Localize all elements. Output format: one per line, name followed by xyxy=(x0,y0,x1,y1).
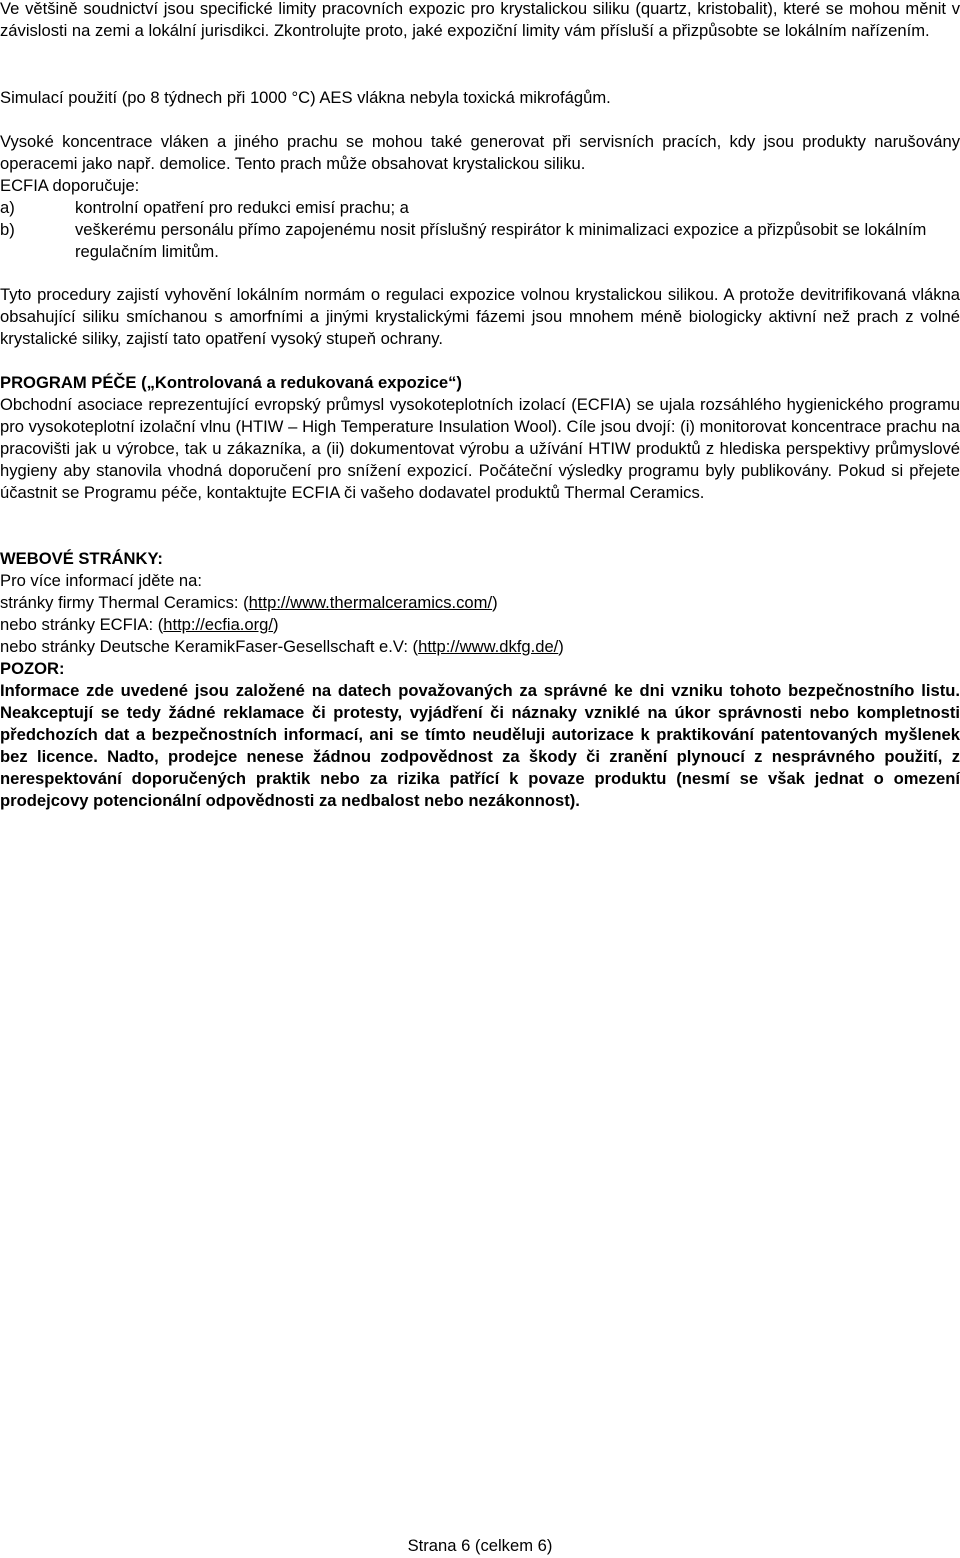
link-prefix: nebo stránky ECFIA: ( xyxy=(0,615,164,634)
page-footer: Strana 6 (celkem 6) xyxy=(407,1536,553,1555)
exposure-limits-text: Ve většině soudnictví jsou specifické limity pracovních expozic pro krystalickou siliku (quartz, kristobalit), které se mohou měnit v závislosti na zemi a lokální jurisdikci. Zkontrolujte proto, jaké expoziční limity vám přísluší a přizpůsobte se lokálním nařízením. xyxy=(0,0,960,40)
list-label: b) xyxy=(0,220,15,239)
intro-paragraph-servicing xyxy=(0,131,960,263)
web-link-dkfg xyxy=(0,636,960,658)
web-link-ecfia xyxy=(0,614,960,636)
web-section xyxy=(0,548,960,658)
web-heading: WEBOVÉ STRÁNKY: xyxy=(0,549,163,568)
recommendation-item-a xyxy=(0,197,960,219)
link-prefix: nebo stránky Deutsche KeramikFaser-Gesellschaft e.V: ( xyxy=(0,637,419,656)
thermal-ceramics-link[interactable]: http://www.thermalceramics.com/ xyxy=(248,593,493,612)
web-intro: Pro více informací jděte na: xyxy=(0,571,202,590)
list-text: kontrolní opatření pro redukci emisí prachu; a xyxy=(75,198,409,217)
link-suffix: ) xyxy=(558,637,564,656)
intro-paragraph-simulation xyxy=(0,87,960,109)
warning-section xyxy=(0,658,960,812)
servicing-text: Vysoké koncentrace vláken a jiného prachu se mohou také generovat při servisních pracích, kdy jsou produkty narušovány operacemi jako např. demolice. Tento prach může obsahovat krystalickou siliku. xyxy=(0,132,960,173)
simulation-text: Simulací použití (po 8 týdnech při 1000 °C) AES vlákna nebyla toxická mikrofágům. xyxy=(0,88,611,107)
link-suffix: ) xyxy=(492,593,498,612)
program-body: Obchodní asociace reprezentující evropský průmysl vysokoteplotních izolací (ECFIA) se ujala rozsáhlého hygienického programu pro vysokoteplotní izolační vlnu (HTIW – High Temperature Insulation Wool). Cíle jsou dvojí: (i) monitorovat koncentrace prachu na pracovišti jak u výrobce, tak u zákazníka, a (ii) dokumentovat výrobu a užívání HTIW produktů z hlediska perspektivy průmyslové hygieny aby stanovila vhodná doporučení pro snížení expozicí. Počáteční výsledky programu byly publikovány. Pokud si přejete účastnit se Programu péče, kontaktujte ECFIA či vašeho dodavatel produktů Thermal Ceramics. xyxy=(0,395,960,502)
recommendation-item-b xyxy=(0,219,960,263)
link-suffix: ) xyxy=(273,615,279,634)
web-link-thermal-ceramics xyxy=(0,592,960,614)
list-label: a) xyxy=(0,198,15,217)
dkfg-link[interactable]: http://www.dkfg.de/ xyxy=(418,637,559,656)
ecfia-link[interactable]: http://ecfia.org/ xyxy=(163,615,273,634)
list-text: veškerému personálu přímo zapojenému nosit příslušný respirátor k minimalizaci expozice a přizpůsobit se lokálním regulačním limitům. xyxy=(75,220,927,261)
intro-paragraph-procedures xyxy=(0,284,960,350)
program-section xyxy=(0,372,960,504)
warning-body: Informace zde uvedené jsou založené na datech považovaných za správné ke dni vzniku tohoto bezpečnostního listu. Neakceptují se tedy žádné reklamace či protesty, vyjádření či náznaky vzniklé na úkor správnosti nebo kompletnosti předchozích dat a bezpečnostních informací, ani se tímto neuděluji autorizace k praktikování patentovaných myšlenek bez licence. Nadto, prodejce nenese žádnou zodpovědnost za škody či zranění plynoucí z nesprávného použití, z nerespektování doporučených praktik nebo za rizika patřící k povaze produktu (nesmí se však jednat o omezení prodejcovy potencionální odpovědnosti za nedbalost nebo nezákonnost). xyxy=(0,681,960,810)
link-prefix: stránky firmy Thermal Ceramics: ( xyxy=(0,593,249,612)
intro-paragraph-exposure-limits xyxy=(0,0,960,42)
ecfia-recommends-text: ECFIA doporučuje: xyxy=(0,176,140,195)
warning-heading: POZOR: xyxy=(0,659,65,678)
procedures-text: Tyto procedury zajistí vyhovění lokálním normám o regulaci expozice volnou krystalickou silikou. A protože devitrifikovaná vlákna obsahující siliku smíchanou s amorfními a jinými krystalickými fázemi jsou mnohem méně biologicky aktivní než prach z volné krystalické siliky, zajistí tato opatření vysoký stupeň ochrany. xyxy=(0,285,960,348)
program-heading: PROGRAM PÉČE („Kontrolovaná a redukovaná expozice“) xyxy=(0,373,462,392)
